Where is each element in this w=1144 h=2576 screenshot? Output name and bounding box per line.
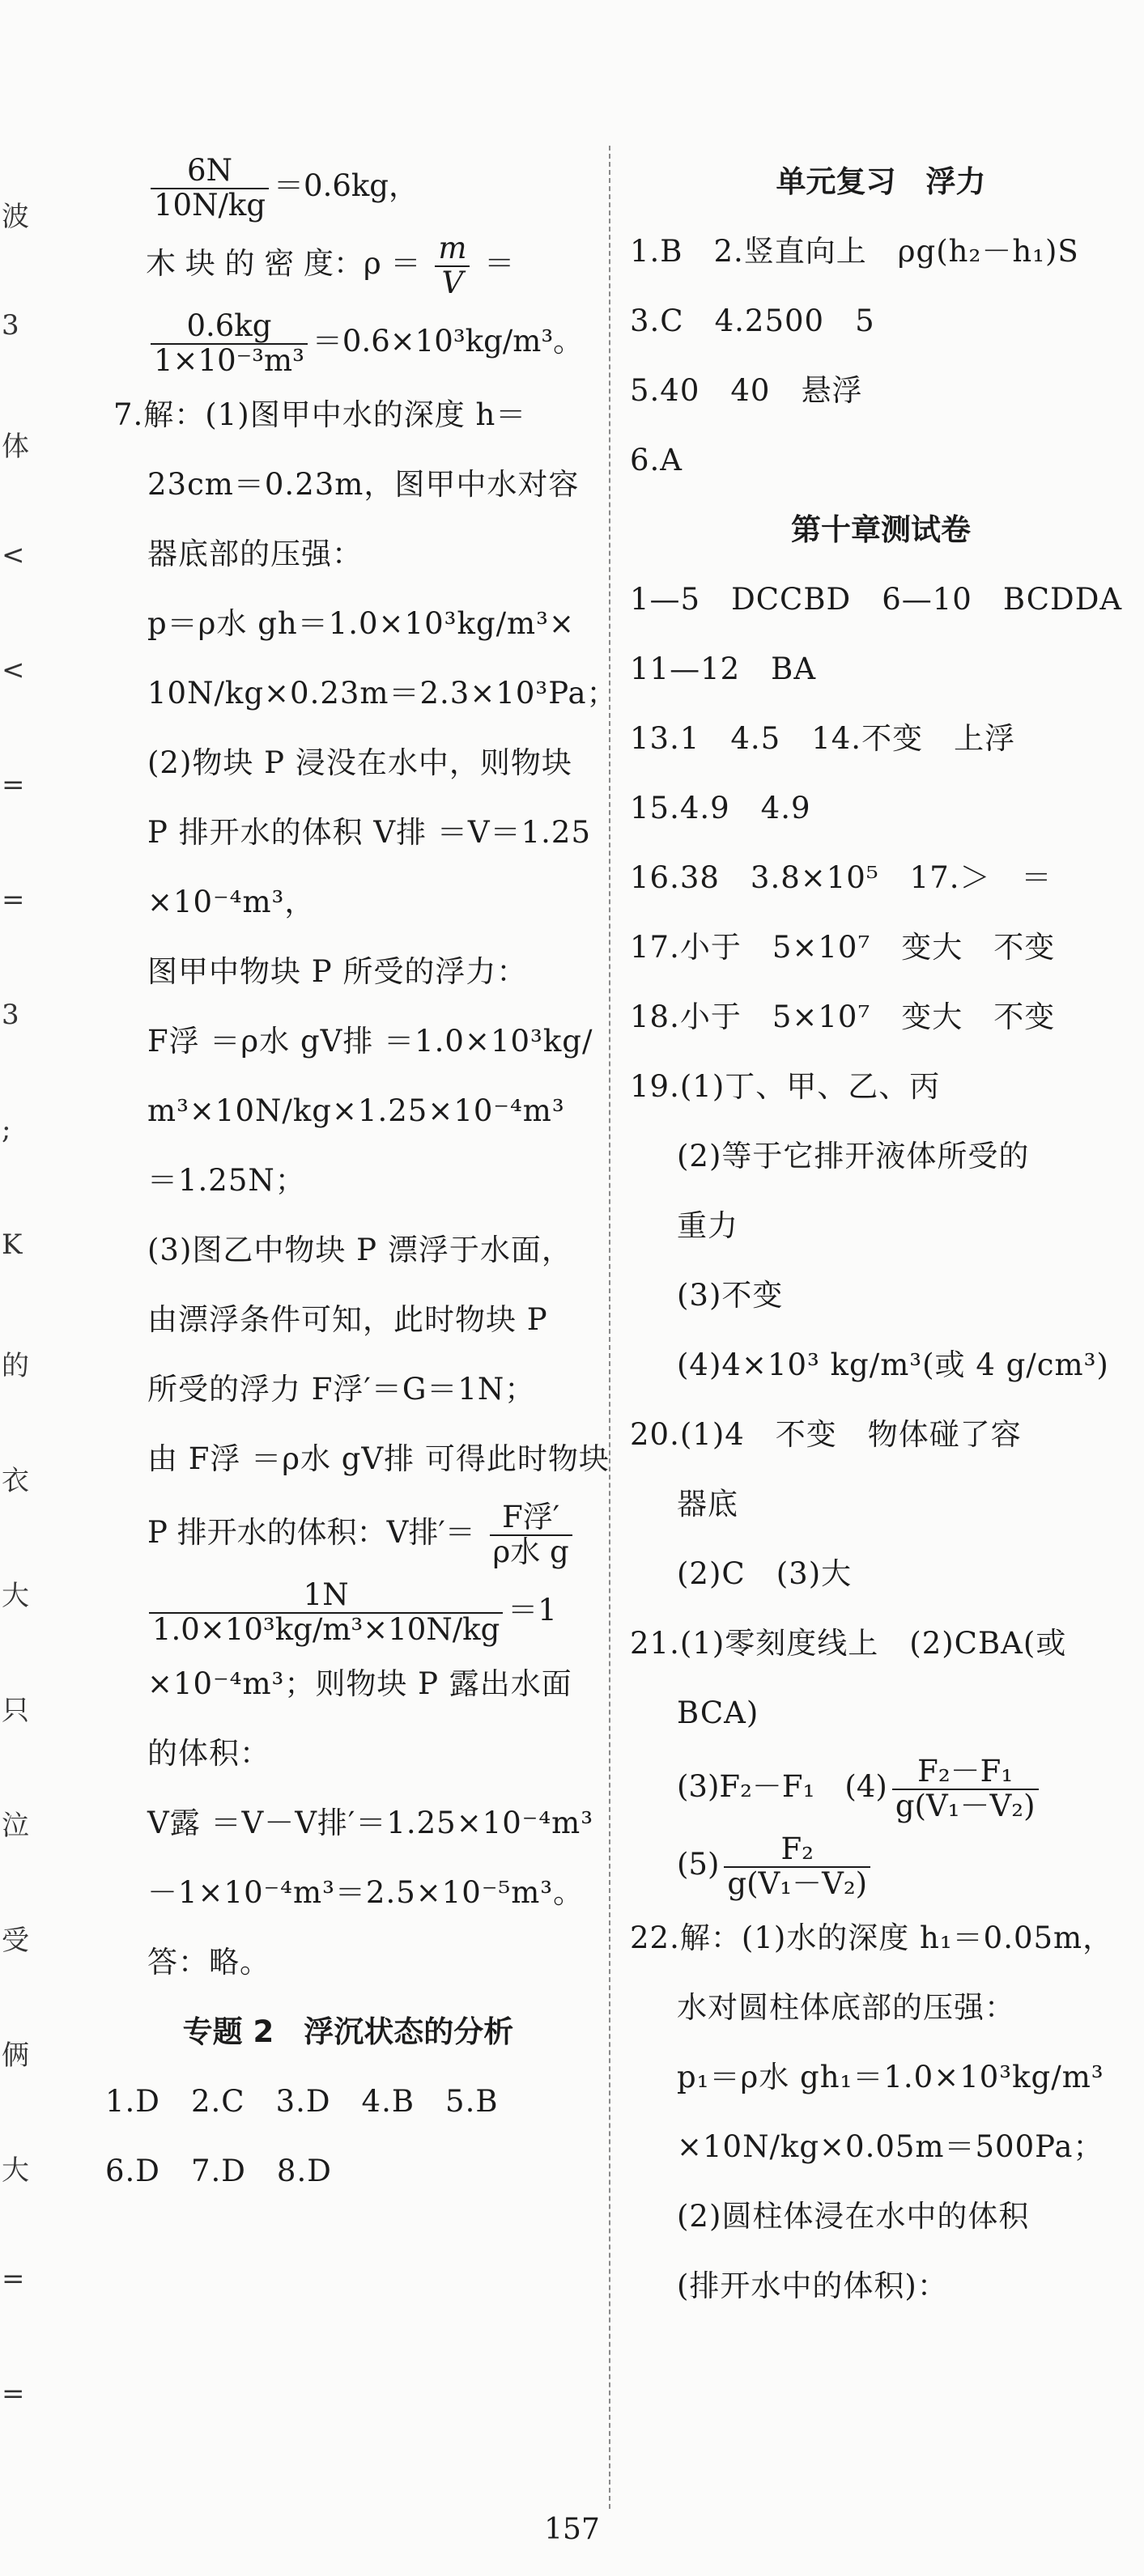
text-line: (3)不变 (677, 1278, 784, 1313)
right-column (630, 147, 1132, 2321)
text-line: (2)圆柱体浸在水中的体积 (677, 2199, 1030, 2234)
text-line: P 排开水的体积 V排 ＝V＝1.25 (147, 815, 592, 850)
edge-fragment: 3 (2, 999, 19, 1031)
text-line: 23cm＝0.23m，图甲中水对容 (147, 467, 580, 502)
edge-fragment: 泣 (2, 1810, 29, 1842)
q21-3-4-line: (3)F₂－F₁ (4) $\frac{\text{F₂－F₁}}{\text{g(V₁－V₂)}}$ (630, 1748, 1132, 1826)
edge-fragment: ; (2, 1114, 11, 1146)
text-line: 19.(1)丁、甲、乙、丙 (630, 1069, 941, 1104)
review-answers (630, 217, 1132, 495)
edge-fragment: = (2, 884, 25, 916)
text-line: 水对圆柱体底部的压强： (677, 1990, 1015, 2025)
test-answers (630, 565, 1132, 1748)
text-line: 由 F浮 ＝ρ水 gV排 可得此时物块 (147, 1441, 610, 1476)
text-line: 15.4.9 4.9 (630, 791, 811, 825)
edge-fragment: < (2, 654, 25, 686)
text-line: 21.(1)零刻度线上 (2)CBA(或 (630, 1626, 1067, 1661)
fraction: $\frac{1N}{\text{1.0×10³kg/m³×10N/kg}}$ (149, 1579, 503, 1646)
text-line: V露 ＝V－V排′＝1.25×10⁻⁴m³ (147, 1806, 594, 1840)
text-line: 3.C 4.2500 5 (630, 303, 875, 338)
edge-fragment: = (2, 769, 25, 801)
text-line: 答：略。 (147, 1945, 270, 1980)
edge-fragment: K (2, 1229, 23, 1261)
text-line: 18.小于 5×10⁷ 变大 不变 (630, 999, 1056, 1034)
text-line: 20.(1)4 不变 物体碰了容 (630, 1417, 1022, 1452)
topic-answers (97, 2067, 599, 2206)
text-line: (3)图乙中物块 P 漂浮于水面， (147, 1233, 572, 1267)
fraction: $\frac{\text{F₂－F₁}}{\text{g(V₁－V₂)}}$ (892, 1755, 1039, 1823)
text-line: p＝ρ水 gh＝1.0×10³kg/m³× (147, 606, 575, 641)
text-line: 22.解：(1)水的深度 h₁＝0.05m， (630, 1920, 1114, 1955)
test-heading: 第十章测试卷 (791, 512, 971, 547)
text-line: (2)物块 P 浸没在水中，则物块 (147, 745, 572, 780)
edge-fragment: < (2, 539, 25, 571)
edge-fragment: 体 (2, 431, 29, 463)
q7-solution-cont (97, 1649, 599, 1997)
mass-fraction-line: $\frac{6N}{10N/kg}$ ＝0.6kg， (97, 147, 599, 225)
page-number: 157 (544, 2513, 600, 2546)
text-line: －1×10⁻⁴m³＝2.5×10⁻⁵m³。 (147, 1875, 585, 1910)
edge-fragment: 的 (2, 1350, 29, 1382)
text-line: 10N/kg×0.23m＝2.3×10³Pa； (147, 676, 618, 711)
text-line: m³×10N/kg×1.25×10⁻⁴m³ (147, 1093, 565, 1128)
text-line: F浮 ＝ρ水 gV排 ＝1.0×10³kg/ (147, 1024, 593, 1059)
text-line: 由漂浮条件可知，此时物块 P (147, 1302, 548, 1337)
text-line: 6.A (630, 443, 683, 477)
text-line: 11—12 BA (630, 651, 817, 686)
left-edge-fragments (0, 146, 32, 2493)
fraction: $\frac{m}{V}$ (435, 232, 470, 299)
edge-fragment: 受 (2, 1925, 29, 1957)
edge-fragment: = (2, 2263, 25, 2295)
edge-fragment: 大 (2, 1580, 29, 1612)
text-line: (2)等于它排开液体所受的 (677, 1139, 1030, 1173)
text-line: 5.40 40 悬浮 (630, 373, 863, 408)
topic-heading: 专题 2 浮沉状态的分析 (182, 2014, 514, 2049)
text-line: (2)C (3)大 (677, 1556, 853, 1591)
fraction: $\frac{0.6kg}{\text{1×10⁻³m³}}$ (151, 310, 308, 377)
fraction: $\frac{\text{F浮′}}{\text{ρ水 g}}$ (490, 1501, 572, 1568)
edge-fragment: 只 (2, 1695, 29, 1727)
text-line: 13.1 4.5 14.不变 上浮 (630, 721, 1016, 756)
edge-fragment: 俩 (2, 2039, 29, 2072)
text-line: 的体积： (147, 1736, 270, 1771)
edge-fragment: = (2, 2378, 25, 2410)
vpai-line: P 排开水的体积：V排′＝ $\frac{\text{F浮′}}{\text{ρ水 g}}$ (97, 1494, 599, 1572)
edge-fragment: 波 (2, 201, 29, 233)
q22-solution (630, 1903, 1132, 2321)
text-line: (4)4×10³ kg/m³(或 4 g/cm³) (677, 1347, 1109, 1382)
text-line: 图甲中物块 P 所受的浮力： (147, 954, 528, 989)
review-heading: 单元复习 浮力 (776, 164, 986, 199)
edge-fragment: 大 (2, 2154, 29, 2187)
text-line: ×10⁻⁴m³， (147, 885, 316, 919)
q21-5-line: (5) $\frac{\text{F₂}}{\text{g(V₁－V₂)}}$ (630, 1826, 1132, 1903)
fraction: $\frac{\text{F₂}}{\text{g(V₁－V₂)}}$ (724, 1833, 870, 1900)
left-column (97, 147, 618, 2206)
text-line: ＝1.25N； (147, 1163, 306, 1198)
q7-solution (97, 380, 618, 1494)
text-line: 器底部的压强： (147, 537, 363, 571)
text-line: BCA) (677, 1695, 759, 1730)
edge-fragment: 衣 (2, 1465, 29, 1497)
text-line: 1.B 2.竖直向上 ρg(h₂－h₁)S (630, 234, 1079, 269)
text-line: 6.D 7.D 8.D (105, 2154, 332, 2188)
edge-fragment: 3 (2, 309, 19, 342)
text-line: ×10N/kg×0.05m＝500Pa； (677, 2129, 1104, 2164)
vpai-result-line: $\frac{1N}{\text{1.0×10³kg/m³×10N/kg}}$ ＝1 (97, 1572, 599, 1649)
density-result-line: $\frac{0.6kg}{\text{1×10⁻³m³}}$ ＝0.6×10³kg/m³。 (97, 303, 599, 380)
text-line: 16.38 3.8×10⁵ 17.＞ ＝ (630, 860, 1053, 895)
text-line: ×10⁻⁴m³；则物块 P 露出水面 (147, 1666, 572, 1701)
text-line: 17.小于 5×10⁷ 变大 不变 (630, 930, 1056, 965)
fraction: $\frac{6N}{10N/kg}$ (151, 155, 269, 222)
text-line: (排开水中的体积)： (677, 2268, 948, 2303)
column-divider (609, 146, 610, 2509)
density-line: 木 块 的 密 度：ρ ＝ $\frac{m}{V}$ ＝ (146, 230, 515, 300)
text-line: 重力 (677, 1208, 738, 1243)
text-line: 7.解：(1)图甲中水的深度 h＝ (113, 397, 527, 432)
text-line: 1.D 2.C 3.D 4.B 5.B (105, 2084, 499, 2119)
text-line: 器底 (677, 1487, 738, 1521)
text-line: p₁＝ρ水 gh₁＝1.0×10³kg/m³ (677, 2060, 1104, 2094)
text-line: 1—5 DCCBD 6—10 BCDDA (630, 582, 1123, 617)
text-line: 所受的浮力 F浮′＝G＝1N； (147, 1372, 536, 1407)
